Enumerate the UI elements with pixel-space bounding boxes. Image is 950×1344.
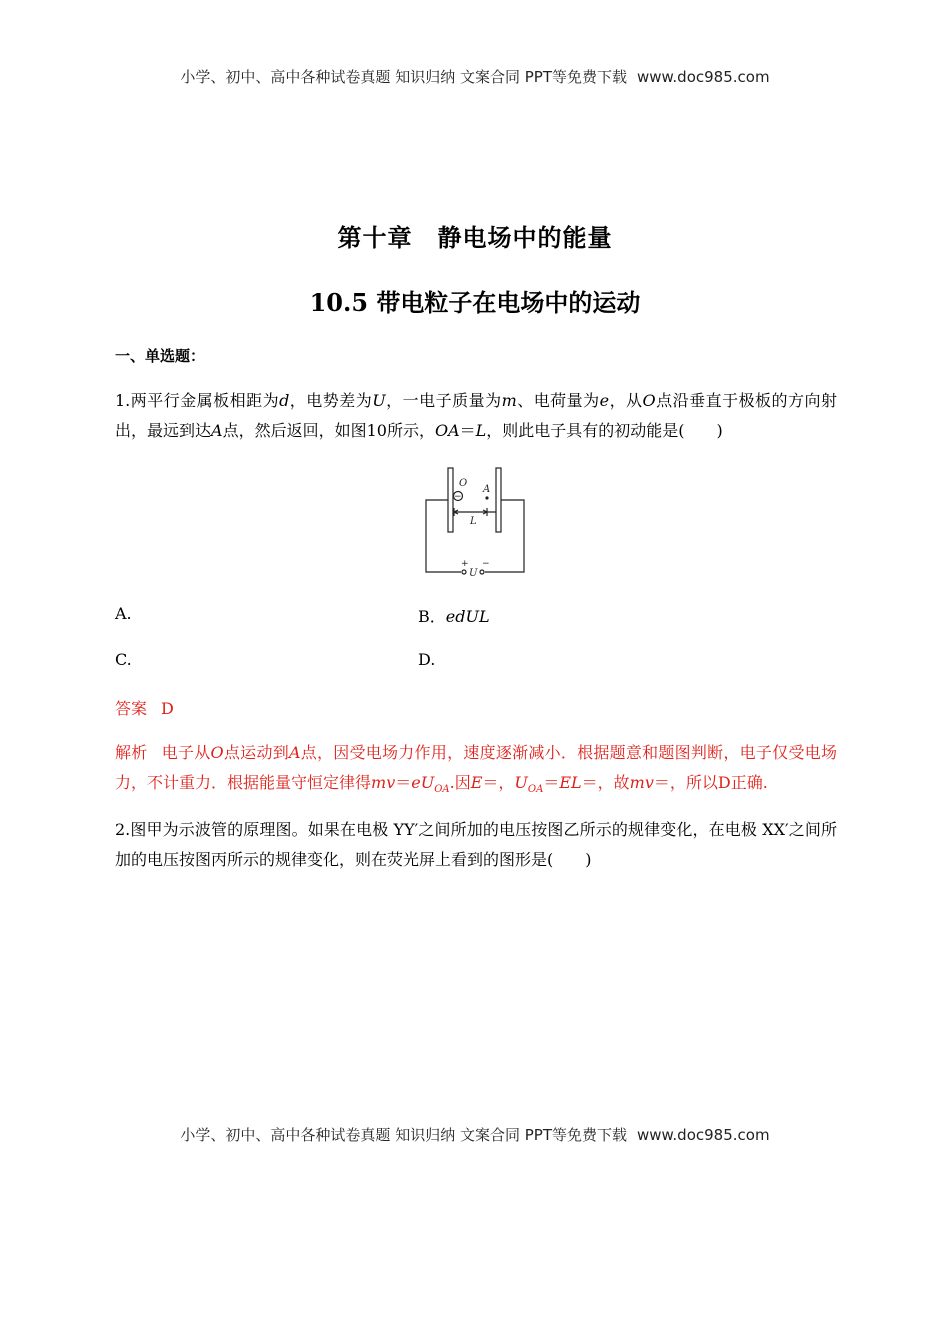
- option-d[interactable]: D.: [418, 650, 436, 669]
- section-heading: 一、单选题：: [115, 347, 206, 365]
- answer-line: 答案 D: [115, 699, 174, 718]
- answer-value: D: [161, 699, 174, 718]
- option-a[interactable]: A.: [115, 604, 132, 623]
- question-2: 2.图甲为示波管的原理图。如果在电极 YY′之间所加的电压按图乙所示的规律变化，在电极 XX′之间所加的电压按图丙所示的规律变化，则在荧光屏上看到的图形是( ): [115, 820, 837, 869]
- section-title: 10.5 带电粒子在电场中的运动: [309, 288, 641, 317]
- label-o: O: [459, 478, 468, 489]
- header-text: 小学、初中、高中各种试卷真题 知识归纳 文案合同 PPT等免费下载: [180, 68, 627, 86]
- capacitor-circuit-figure: [418, 466, 530, 578]
- page-footer: [0, 1124, 950, 1145]
- analysis-text: 解析 电子从O点运动到A点，因受电场力作用，速度逐渐减小．根据题意和题图判断，电子仅受电场力，不计重力．根据能量守恒定律得$mv=eU_{OA}$.因E＝，$U_{OA}=EL=$，故mv＝，所以D正确.: [115, 743, 837, 796]
- label-l: L: [470, 516, 477, 527]
- label-a: A: [483, 484, 491, 495]
- right-wire: [485, 500, 524, 572]
- footer-text: 小学、初中、高中各种试卷真题 知识归纳 文案合同 PPT等免费下载: [180, 1126, 627, 1144]
- left-plate: [448, 468, 453, 532]
- right-plate: [496, 468, 501, 532]
- plus-sign: +: [461, 559, 469, 569]
- option-c[interactable]: C.: [115, 650, 132, 669]
- question-1: 1.两平行金属板相距为d，电势差为U，一电子质量为m、电荷量为e，从O点沿垂直于极板的方向射出，最远到达A点，然后返回，如图10所示，OA＝L，则此电子具有的初动能是( ): [115, 391, 837, 440]
- label-u: U: [469, 568, 478, 578]
- right-terminal: [480, 570, 484, 574]
- point-a-dot: [485, 496, 488, 499]
- footer-site-link[interactable]: www.doc985.com: [636, 1126, 770, 1144]
- electron-sign: −: [454, 492, 462, 502]
- header-site-link[interactable]: www.doc985.com: [636, 68, 770, 86]
- option-b[interactable]: B．edUL: [418, 607, 490, 626]
- chapter-title: 第十章 静电场中的能量: [337, 223, 613, 252]
- left-terminal: [462, 570, 466, 574]
- page-header: [0, 66, 950, 87]
- minus-sign: −: [482, 559, 490, 569]
